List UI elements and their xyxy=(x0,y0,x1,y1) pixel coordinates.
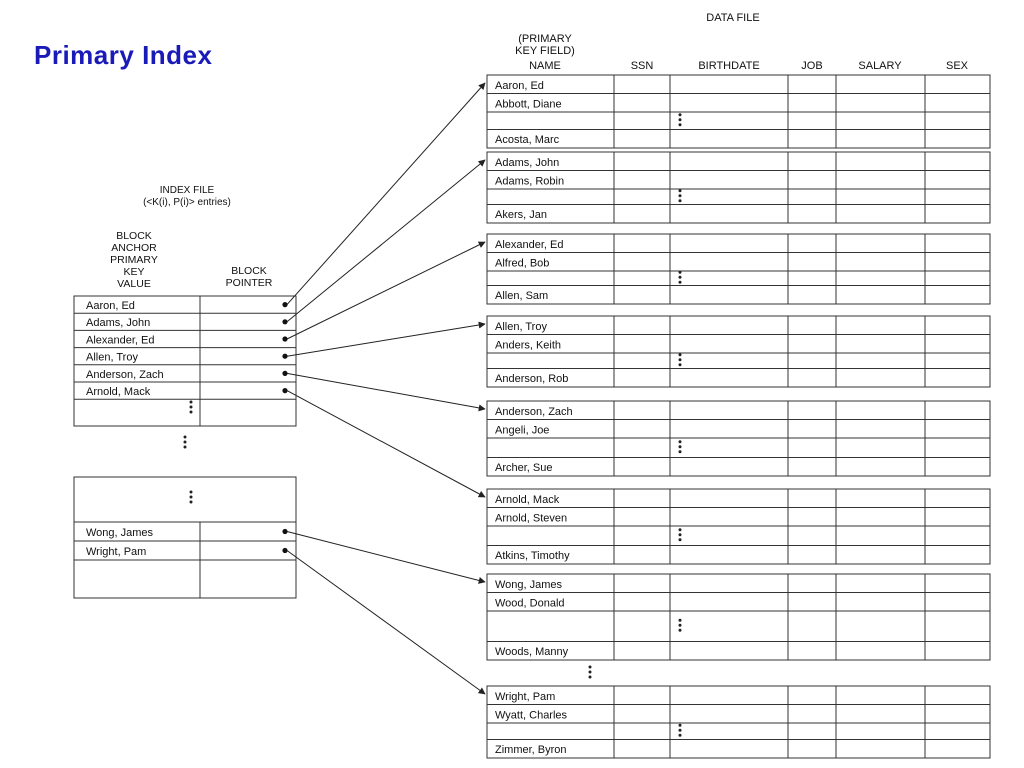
ellipsis-icon xyxy=(679,271,682,274)
slide-title: Primary Index xyxy=(34,40,213,70)
data-record-name: Adams, John xyxy=(495,157,560,169)
data-record-name: Wong, James xyxy=(495,579,563,591)
column-header-salary: SALARY xyxy=(858,60,902,72)
data-record-name: Adams, Robin xyxy=(495,175,565,188)
ellipsis-icon xyxy=(679,113,682,116)
primary-key-field-label: (PRIMARY KEY FIELD) xyxy=(515,33,575,57)
data-record-name: Wood, Donald xyxy=(495,597,565,610)
data-record-name: Angeli, Joe xyxy=(495,424,550,437)
data-record-name: Zimmer, Byron xyxy=(495,744,567,756)
index-file-label: INDEX FILE (<K(i), P(i)> entries) xyxy=(143,185,231,208)
data-record-name: Alexander, Ed xyxy=(495,239,564,251)
ellipsis-icon xyxy=(679,619,682,622)
data-record-name: Anders, Keith xyxy=(495,339,562,352)
block-pointer-arrow xyxy=(287,242,485,339)
index-entry-key: Alexander, Ed xyxy=(86,334,155,347)
pointer-dot xyxy=(282,371,287,376)
block-pointer-arrow xyxy=(287,373,485,409)
data-block xyxy=(487,152,990,223)
data-record-name: Alfred, Bob xyxy=(495,257,550,270)
column-header-sex: SEX xyxy=(945,60,969,72)
block-pointer-arrow xyxy=(287,324,485,356)
index-entry-key: Adams, John xyxy=(86,317,151,330)
pointer-dot xyxy=(282,529,287,534)
data-block xyxy=(487,75,990,148)
ellipsis-icon xyxy=(679,528,682,531)
data-record-name: Allen, Troy xyxy=(495,321,547,333)
pointer-dot xyxy=(282,302,287,307)
index-entry-key: Wright, Pam xyxy=(86,546,147,558)
index-entry-key: Arnold, Mack xyxy=(86,386,151,398)
pointer-dot xyxy=(282,354,287,359)
index-entry-key: Allen, Troy xyxy=(86,351,138,364)
ellipsis-icon xyxy=(184,436,187,439)
ellipsis-icon xyxy=(589,666,592,669)
index-entry-key: Wong, James xyxy=(86,527,154,539)
index-entry-key: Aaron, Ed xyxy=(86,300,135,312)
column-header-ssn: SSN xyxy=(630,60,654,72)
block-anchor-label: BLOCK ANCHOR PRIMARY KEY VALUE xyxy=(110,230,158,290)
block-pointer-label: BLOCK POINTER xyxy=(225,265,273,289)
data-record-name: Abbott, Diane xyxy=(495,98,562,111)
data-record-name: Akers, Jan xyxy=(495,209,547,221)
data-record-name: Wyatt, Charles xyxy=(495,709,568,722)
data-record-name: Arnold, Mack xyxy=(495,494,560,506)
data-record-name: Acosta, Marc xyxy=(495,134,560,146)
data-record-name: Anderson, Rob xyxy=(495,373,569,385)
pointer-dot xyxy=(282,336,287,341)
pointer-dot xyxy=(282,388,287,393)
block-pointer-arrow xyxy=(287,551,485,695)
data-file-label: DATA FILE xyxy=(706,12,760,24)
data-record-name: Anderson, Zach xyxy=(495,406,573,418)
data-record-name: Aaron, Ed xyxy=(495,80,544,92)
data-record-name: Arnold, Steven xyxy=(495,512,568,525)
pointer-dot xyxy=(282,319,287,324)
data-record-name: Atkins, Timothy xyxy=(495,550,570,562)
ellipsis-icon xyxy=(679,440,682,443)
data-block-border xyxy=(487,152,990,223)
ellipsis-icon xyxy=(190,491,193,494)
ellipsis-icon xyxy=(679,353,682,356)
block-pointer-arrow xyxy=(287,532,485,583)
data-record-name: Archer, Sue xyxy=(495,462,553,474)
block-pointer-arrow xyxy=(287,391,485,497)
column-header-birthdate: BIRTHDATE xyxy=(698,60,760,72)
block-pointer-arrow xyxy=(287,160,485,322)
block-pointer-arrow xyxy=(287,83,485,305)
pointer-dot xyxy=(282,548,287,553)
index-entry-key: Anderson, Zach xyxy=(86,368,164,381)
ellipsis-icon xyxy=(679,189,682,192)
column-header-name: NAME xyxy=(529,60,561,72)
data-record-name: Woods, Manny xyxy=(495,646,569,658)
ellipsis-icon xyxy=(190,401,193,404)
ellipsis-icon xyxy=(679,724,682,727)
data-record-name: Allen, Sam xyxy=(495,290,549,302)
column-header-job: JOB xyxy=(801,60,823,72)
data-record-name: Wright, Pam xyxy=(495,691,556,703)
